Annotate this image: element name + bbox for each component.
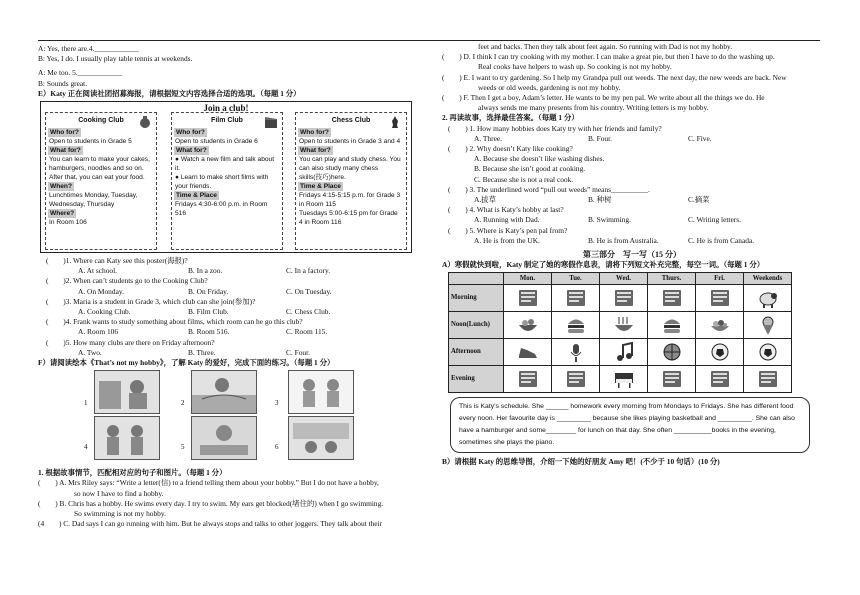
task2-questions (442, 124, 822, 246)
table-cell (744, 312, 792, 339)
book-icon (517, 288, 539, 308)
club-field-label-text: Who for? (176, 129, 205, 137)
club-field-label-text: Who for? (300, 129, 329, 137)
table-row (449, 366, 792, 393)
match-line: always sends me many presents from his country. Writing letters is my hobby. (478, 103, 709, 113)
table-row (449, 312, 792, 339)
answer-option: B. Three. (188, 347, 216, 357)
question-line: ( ) 3. The underlined word “pull out weeds” means__________. (448, 184, 650, 194)
club-field-label (298, 146, 404, 155)
cooking-icon (138, 115, 152, 129)
piano-icon (613, 369, 635, 389)
task2-heading: 2. 再读故事，选择最佳答案。（每题 1 分） (442, 113, 579, 123)
options-row (442, 195, 822, 205)
match-line: weeds or old weeds, gardening is not my hobby. (478, 82, 621, 92)
answer-option: C. On Tuesday. (286, 286, 332, 296)
salad-icon (709, 315, 731, 335)
options-row (442, 215, 822, 225)
noodles-icon (613, 315, 635, 335)
dialog-line: A: Me too. 5.____________ (38, 68, 122, 78)
table-cell (504, 285, 552, 312)
answer-option: C. He is from Canada. (688, 235, 755, 245)
question-line: ( )3. Maria is a student in Grade 3, which club can she join(参加)? (46, 296, 256, 306)
club-poster (40, 101, 412, 253)
right-column (442, 42, 822, 468)
book-icon (661, 288, 683, 308)
club-field-label (48, 182, 154, 191)
club-field-text: You can play and study chess. You can also study many chess skills(技巧)here. (299, 156, 401, 182)
column-header: Mon. (504, 273, 552, 285)
table-cell (648, 312, 696, 339)
options-row (442, 134, 822, 144)
part3-section-b-heading: B）请根据 Katy 的思维导图，介绍一下她的好朋友 Amy 吧！(不少于 10 句话）(10 分) (442, 457, 720, 467)
pic-number: 1 (84, 399, 88, 408)
book-icon (613, 288, 635, 308)
answer-option: C. Four. (286, 347, 311, 357)
left-column (38, 44, 420, 529)
burger-icon (565, 315, 587, 335)
match-line: So swimming is not my hobby. (74, 508, 166, 518)
answer-option: A. He is from the UK. (474, 235, 540, 245)
story-picture-5 (191, 416, 257, 460)
table-cell (600, 366, 648, 393)
table-cell (696, 339, 744, 366)
question-line: ( )4. Frank wants to study something about films, which room can he go this club? (46, 317, 303, 327)
book-icon (709, 288, 731, 308)
match-line: feet and backs. Then they talk about feet again. So running with Dad is not my hobby. (478, 42, 733, 51)
dialog-line: A: Yes, there are.4.____________ (38, 44, 139, 53)
column-header: Thurs. (648, 273, 696, 285)
sheep-icon (757, 288, 779, 308)
story-picture-4 (94, 416, 160, 460)
table-cell (696, 285, 744, 312)
answer-option: A.拔草 (474, 195, 496, 205)
club-field-label-text: What for? (50, 147, 81, 155)
club-field-text: ● Watch a new film and talk about it. ● Learn to make short films with your friends. (175, 156, 275, 191)
table-cell (696, 312, 744, 339)
table-cell (552, 312, 600, 339)
table-cell (696, 366, 744, 393)
table-cell (552, 339, 600, 366)
story-picture-6 (288, 416, 354, 460)
part3-title: 第三部分 写一写（15 分） (583, 250, 681, 259)
answer-option: B. 种树 (588, 195, 612, 205)
table-row (449, 285, 792, 312)
dialog-line: B: Yes, I do. I usually play table tennis at weekends. (38, 54, 193, 64)
answer-option: C. Chess Club. (286, 307, 331, 316)
answer-option: B. In a zoo. (188, 266, 223, 276)
table-cell (744, 339, 792, 366)
story-picture-3 (288, 370, 354, 414)
row-label: Afternoon (449, 339, 504, 366)
answer-option: C.摘菜 (688, 195, 710, 205)
summary-passage: This is Katy’s schedule. She ______ homework every morning from Mondays to Fridays. She has different food every noon. Her favourite day is _________ because she likes playing basketball and _________. She can also have a hamburger and some________ for lunch on that day. She often __________books in the evening, sometimes she plays the piano. (450, 397, 810, 453)
answer-option: B. Room 516. (188, 327, 230, 337)
column-header: Weekends (744, 273, 792, 285)
club-card-3 (295, 112, 407, 250)
club-field-label (48, 146, 154, 155)
club-field-text: In Room 106 (49, 219, 87, 227)
top-rule (38, 40, 820, 41)
answer-option: C. Five. (688, 133, 712, 143)
club-field-label-text: Time & Place (300, 183, 341, 191)
answer-option: B. On Friday. (188, 286, 229, 296)
answer-option: A. Because she doesn’t like washing dishes. (474, 154, 605, 164)
microphone-icon (565, 342, 587, 362)
answer-option: B. He is from Australia. (588, 235, 659, 245)
answer-option: A. Three. (474, 133, 502, 143)
ice-cream-icon (757, 315, 779, 335)
match-line: Real cooks have helpers to wash up. So cooking is not my hobby. (478, 62, 672, 72)
table-cell (552, 366, 600, 393)
music-note-icon (613, 342, 635, 362)
options-row (38, 307, 420, 317)
club-field-text: Lunchtimes Monday, Tuesday, Wednesday, Thursday (49, 192, 138, 209)
options-row (38, 287, 420, 297)
answer-option: B. Swimming. (588, 215, 631, 225)
question-line: ( )1. Where can Katy see this poster(海报)? (46, 256, 188, 266)
answer-option: A. Room 106 (78, 327, 119, 337)
story-pictures (38, 368, 420, 468)
burger-icon (661, 315, 683, 335)
ball-icon (709, 342, 731, 362)
match-line: ( ) D. I think I can try cooking with my mother. I can make a great pie, but then I have to do the washing up. (442, 52, 775, 62)
ball-icon (757, 342, 779, 362)
chess-piece-icon (388, 115, 402, 129)
answer-option: B. Four. (588, 133, 613, 143)
question-line: ( ) 2. Why doesn’t Katy like cooking? (448, 144, 573, 154)
table-cell (600, 312, 648, 339)
answer-option: A. At school. (78, 266, 118, 276)
table-cell (600, 285, 648, 312)
options-row (38, 348, 420, 358)
club-card-1 (45, 112, 157, 250)
answer-option: C. Because she is not a real cook. (474, 174, 574, 184)
table-cell (648, 285, 696, 312)
match-line: ( ) F. Then I get a boy, Adam’s letter. He wants to be my pen pal. We write about all the things we do. He (442, 93, 765, 103)
book-icon (517, 369, 539, 389)
club-field-text: Open to students in Grade 6 (175, 138, 258, 146)
club-field-label (298, 182, 404, 191)
section-e-questions (38, 256, 420, 358)
poster-title: Join a club! (203, 103, 249, 114)
club-field-label-text: Time & Place (176, 192, 217, 200)
book-icon (565, 288, 587, 308)
club-field-text: Fridays 4:30-6:00 p.m. in Room 516 (175, 201, 268, 218)
club-field-label (174, 191, 280, 200)
answer-option: B. Film Club. (188, 307, 229, 316)
club-field-label (48, 128, 154, 137)
table-cell (744, 285, 792, 312)
match-line: (4 ) C. Dad says I can go running with him. But he always stops and talks to other joggers. They talk about their (38, 519, 383, 529)
club-name: Cooking Club (78, 117, 124, 125)
table-cell (552, 285, 600, 312)
question-line: ( ) 1. How many hobbies does Katy try with her friends and family? (448, 123, 662, 133)
club-field-label-text: Who for? (50, 129, 79, 137)
table-corner (449, 273, 504, 285)
table-cell (504, 339, 552, 366)
match-line: so now I have to find a hobby. (74, 488, 164, 498)
table-cell (504, 312, 552, 339)
table-row (449, 339, 792, 366)
club-field-label-text: What for? (300, 147, 331, 155)
part3-section-a-heading: A）寒假就快到啦，Katy 制定了她的寒假作息表，请将下列短文补充完整，每空一词。（每题 1 分） (442, 260, 765, 270)
club-field-text: Fridays 4:15-5:15 p.m. for Grade 3 in Room 115 Tuesdays 5:00-6:15 pm for Grade 4 in Room 116 (299, 192, 401, 227)
column-header: Wed. (600, 273, 648, 285)
dialog-line: B: Sounds great. (38, 78, 88, 88)
club-field-label (174, 146, 280, 155)
club-field-label-text: When? (50, 183, 72, 191)
options-row (38, 327, 420, 337)
club-field-label-text: Where? (50, 210, 75, 218)
book-icon (757, 369, 779, 389)
story-picture-1 (94, 370, 160, 414)
row-label: Evening (449, 366, 504, 393)
pic-number: 2 (181, 399, 185, 408)
book-icon (565, 369, 587, 389)
book-icon (661, 369, 683, 389)
table-cell (600, 339, 648, 366)
pic-number: 5 (181, 443, 185, 452)
answer-option: B. Because she isn’t good at cooking. (474, 164, 586, 174)
table-cell (504, 366, 552, 393)
food-bowl-icon (517, 315, 539, 335)
pic-number: 6 (275, 443, 279, 452)
options-row (442, 236, 822, 246)
club-name: Chess Club (331, 117, 371, 125)
film-clapper-icon (264, 115, 278, 129)
table-cell (648, 366, 696, 393)
column-header: Fri. (696, 273, 744, 285)
club-card-2 (171, 112, 283, 250)
basketball-icon (661, 342, 683, 362)
club-name: Film Club (211, 117, 243, 125)
answer-option: C. Writing letters. (688, 215, 741, 225)
question-line: ( ) 5. Where is Katy’s pen pal from? (448, 225, 568, 235)
club-field-text: You can learn to make your cakes, hamburgers, noodles and so on. After that, you can eat your food. (49, 156, 150, 182)
schedule-table (448, 272, 792, 393)
row-label: Noon(Lunch) (449, 312, 504, 339)
club-field-label (298, 128, 404, 137)
section-f-heading: F）请阅读绘本《That’s not my hobby》，了解 Katy 的爱好，完成下面的练习。（每题 1 分） (38, 357, 335, 367)
club-field-label (174, 128, 280, 137)
answer-option: A. On Monday. (78, 286, 124, 296)
task1-heading: 1. 根据故事情节，匹配相对应的句子和图片。（每题 1 分） (38, 468, 227, 478)
pic-number: 4 (84, 443, 88, 452)
section-e-heading: E）Katy 正在阅读社团招募海报，请根据短文内容选择合适的选项。（每题 1 分） (38, 88, 301, 98)
question-line: ( )5. How many clubs are there on Friday afternoon? (46, 337, 215, 347)
answer-option: A. Cooking Club. (78, 307, 131, 316)
match-line: ( ) E. I want to try gardening. So I help my Grandpa pull out weeds. The next day, the new weeds are back. New (442, 72, 787, 82)
match-line: ( ) B. Chris has a hobby. He swims every day. I try to swim. My ears get blocked(堵住的) when I go swimming. (38, 498, 384, 508)
club-field-text: Open to students in Grade 5 (49, 138, 132, 146)
book-icon (709, 369, 731, 389)
options-row (38, 266, 420, 276)
answer-option: C. In a factory. (286, 266, 331, 276)
row-label: Morning (449, 285, 504, 312)
question-line: ( )2. When can’t students go to the Cooking Club? (46, 276, 208, 286)
question-line: ( ) 4. What is Katy’s hobby at last? (448, 205, 564, 215)
column-header: Tue. (552, 273, 600, 285)
answer-option: A. Two. (78, 347, 102, 357)
answer-option: C. Room 115. (286, 327, 328, 337)
table-cell (744, 366, 792, 393)
shoe-icon (517, 342, 539, 362)
club-field-text: Open to students in Grade 3 and 4 (299, 138, 401, 146)
club-field-label (48, 209, 154, 218)
club-field-label-text: What for? (176, 147, 207, 155)
answer-option: A. Running with Dad. (474, 215, 540, 225)
pic-number: 3 (275, 399, 279, 408)
table-cell (648, 339, 696, 366)
match-line: ( ) A. Mrs Riley says: “Write a letter(信) to a friend telling them about your hobby.” But I do not have a hobby, (38, 478, 379, 488)
story-picture-2 (191, 370, 257, 414)
